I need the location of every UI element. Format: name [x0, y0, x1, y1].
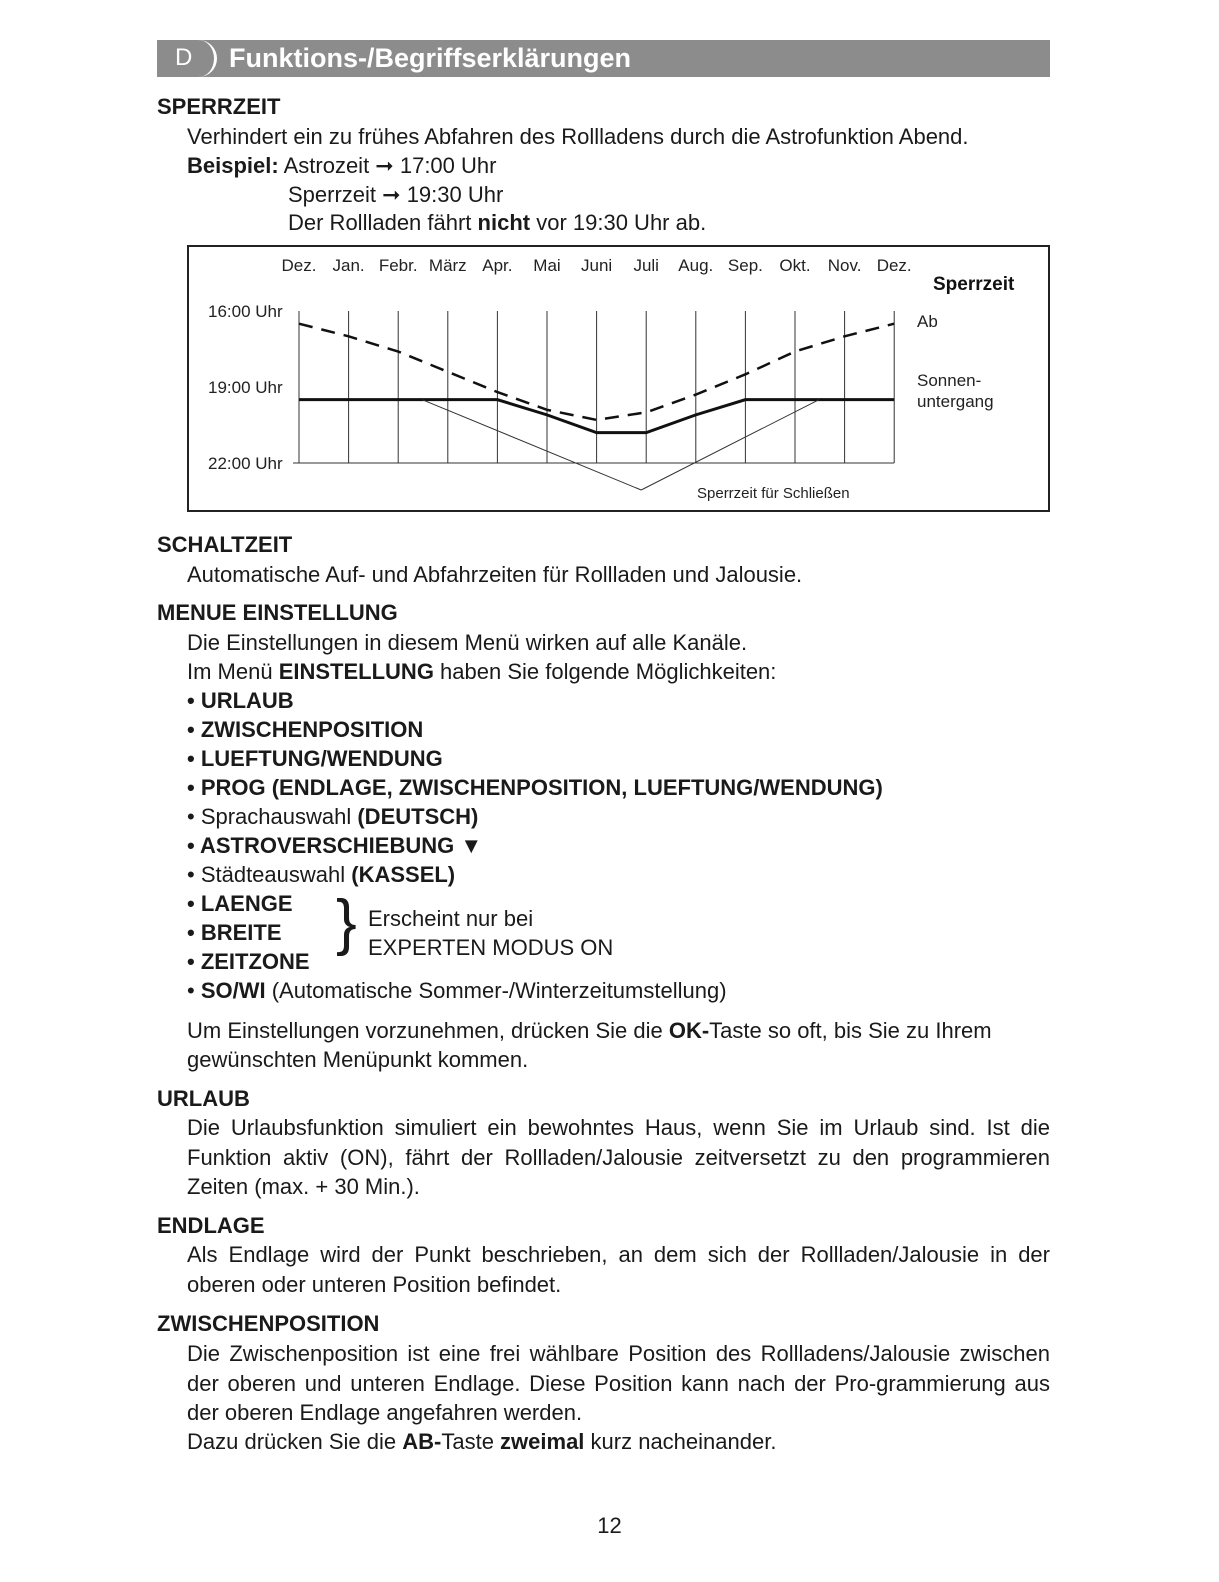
sowi-desc: (Automatische Sommer-/Winterzeitumstellung) [265, 978, 727, 1003]
zp-zweimal: zweimal [500, 1429, 585, 1454]
chart-month-label: Juni [581, 256, 613, 275]
list-item-zeitzone: • ZEITZONE [187, 949, 310, 974]
chart-y-label: 19:00 Uhr [208, 378, 283, 397]
chart-month-label: Febr. [378, 256, 418, 275]
list-item-lueftung: • LUEFTUNG/WENDUNG [187, 746, 443, 771]
ok-key: OK- [668, 1018, 710, 1043]
section-header-bar [157, 40, 1050, 77]
page-title: Funktions-/Begriffserklärungen [229, 43, 632, 73]
chart-month-label: Okt. [779, 256, 811, 275]
example-label: Beispiel: [187, 153, 279, 178]
list-item-astroverschiebung: • ASTROVERSCHIEBUNG ▼ [187, 833, 483, 858]
list-item-prog: • PROG (ENDLAGE, ZWISCHENPOSITION, LUEFTUNG/WENDUNG) [187, 775, 883, 800]
expert-note-line1: Erscheint nur bei [368, 906, 534, 931]
list-item-staedteauswahl [187, 860, 455, 889]
endlage-description: Als Endlage wird der Punkt beschrieben, an dem sich der Rollladen/Jalousie in der oberen oder unteren Position befindet. [187, 1242, 1050, 1297]
chart-month-label: März [428, 256, 467, 275]
list-item-urlaub: • URLAUB [187, 688, 294, 713]
zp-text-a: Dazu drücken Sie die [187, 1429, 403, 1454]
heading-schaltzeit: SCHALTZEIT [157, 532, 293, 557]
language-letter: D [175, 44, 193, 71]
list-item-sprachauswahl [187, 802, 478, 831]
example-text-a: Der Rollladen fährt [288, 210, 478, 235]
language-tab [157, 40, 217, 77]
brace-icon: } [336, 888, 357, 957]
sprachauswahl-label: • Sprachauswahl [187, 804, 358, 829]
ok-text-c: Taste so oft, bis Sie zu Ihrem [709, 1018, 992, 1043]
list-item-breite: • BREITE [187, 920, 282, 945]
sperrzeit-example-line2: Sperrzeit ➞ 19:30 Uhr [288, 182, 504, 207]
zp-text-c: Taste [441, 1429, 501, 1454]
staedteauswahl-label: • Städteauswahl [187, 862, 352, 887]
example-astrozeit: Astrozeit ➞ 17:00 Uhr [278, 153, 497, 178]
sowi-bullet: • [187, 978, 201, 1003]
menue-line1: Die Einstellungen in diesem Menü wirken auf alle Kanäle. [187, 630, 748, 655]
chart-month-label: Nov. [827, 256, 862, 275]
zp-text-e: kurz nacheinander. [584, 1429, 777, 1454]
chart-month-label: Mai [533, 256, 561, 275]
heading-endlage: ENDLAGE [157, 1213, 265, 1238]
sperrzeit-chart [187, 245, 1050, 512]
chart-month-label: Dez. [876, 256, 912, 275]
chart-y-label: 22:00 Uhr [208, 454, 283, 473]
legend-sunset-2: untergang [917, 392, 994, 411]
sperrzeit-example-line3 [288, 208, 706, 237]
sperrzeit-description: Verhindert ein zu frühes Abfahren des Rollladens durch die Astrofunktion Abend. [187, 124, 969, 149]
chart-month-label: Sep. [727, 256, 763, 275]
menue-line2-c: haben Sie folgende Möglichkeiten: [433, 659, 777, 684]
sperrzeit-example-line1 [187, 151, 496, 180]
chart-month-label: Apr. [482, 256, 513, 275]
menue-ok-line2: gewünschten Menüpunkt kommen. [187, 1047, 529, 1072]
legend-title: Sperrzeit [933, 274, 1015, 295]
staedteauswahl-value: (KASSEL) [351, 862, 456, 887]
legend-ab: Ab [917, 312, 938, 331]
sowi-label: SO/WI [200, 978, 266, 1003]
annotation-line-left [422, 400, 641, 490]
chart-svg [189, 247, 1052, 514]
chart-month-label: Jan. [332, 256, 365, 275]
heading-menue-einstellung: MENUE EINSTELLUNG [157, 600, 398, 625]
urlaub-description: Die Urlaubsfunktion simuliert ein bewohntes Haus, wenn Sie im Urlaub sind. Ist die Funktion aktiv (ON), fährt der Rollladen/Jalousie zeitversetzt zu den programmieren Zeiten (max. + 30 Min.). [187, 1115, 1050, 1199]
chart-annotation-text: Sperrzeit für Schließen [697, 485, 850, 502]
annotation-line-right [641, 400, 819, 490]
schaltzeit-description: Automatische Auf- und Abfahrzeiten für Rollladen und Jalousie. [187, 562, 803, 587]
chart-month-label: Aug. [678, 256, 714, 275]
list-item-laenge: • LAENGE [187, 891, 293, 916]
heading-sperrzeit: SPERRZEIT [157, 94, 281, 119]
zwischenposition-last-line [187, 1427, 776, 1456]
ok-text-a: Um Einstellungen vorzunehmen, drücken Sie die [187, 1018, 669, 1043]
menue-line2-b: EINSTELLUNG [278, 659, 434, 684]
legend-sunset-1: Sonnen- [917, 371, 982, 390]
example-text-c: vor 19:30 Uhr ab. [530, 210, 707, 235]
list-item-zwischenposition: • ZWISCHENPOSITION [187, 717, 424, 742]
example-text-emphasis: nicht [477, 210, 531, 235]
zp-ab-key: AB- [402, 1429, 442, 1454]
menue-line2-a: Im Menü [187, 659, 279, 684]
heading-zwischenposition: ZWISCHENPOSITION [157, 1311, 380, 1336]
chart-month-label: Juli [633, 256, 659, 275]
heading-urlaub: URLAUB [157, 1086, 250, 1111]
chart-month-label: Dez. [281, 256, 317, 275]
zwischenposition-description: Die Zwischenposition ist eine frei wählbare Position des Rollladens/Jalousie zwischen der oberen und unteren Endlage. Diese Position kann nach der Pro-grammierung aus der oberen Endlage angefahren werden. [187, 1341, 1050, 1425]
page-number: 12 [597, 1513, 622, 1538]
expert-note-line2: EXPERTEN MODUS ON [368, 935, 614, 960]
chart-y-label: 16:00 Uhr [208, 302, 283, 321]
sprachauswahl-value: (DEUTSCH) [357, 804, 479, 829]
list-item-sowi [187, 976, 727, 1005]
menue-ok-line1 [187, 1016, 992, 1045]
menue-line2 [187, 657, 776, 686]
